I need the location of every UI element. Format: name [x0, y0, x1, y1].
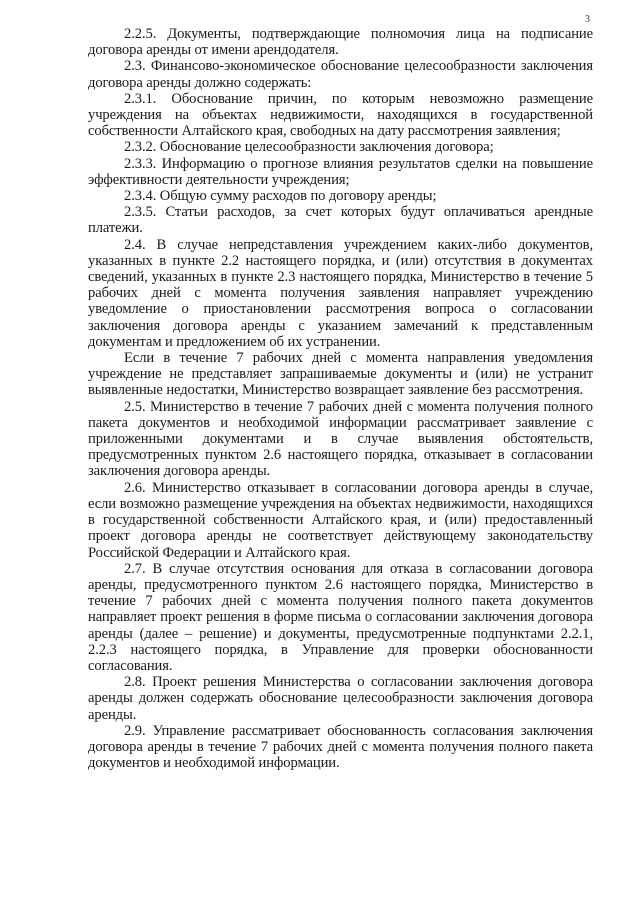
paragraph-2-7: 2.7. В случае отсутствия основания для отказа в согласовании договора аренды, предусмотренного пунктом 2.6 настоящего порядка, Министерство в течение 7 рабочих дней с момента получения полного пакета документов направляет проект решения в форме письма о согласовании заключения договора аренды (далее – решение) и документы, предусмотренные подпунктами 2.2.1, 2.2.3 настоящего порядка, в Управление для проверки обоснованности согласования. [88, 560, 593, 674]
paragraph-2-2-5: 2.2.5. Документы, подтверждающие полномочия лица на подписание договора аренды от имени арендодателя. [88, 26, 593, 59]
paragraph-2-3: 2.3. Финансово-экономическое обоснование целесообразности заключения договора аренды должно содержать: [88, 58, 593, 91]
paragraph-2-3-4: 2.3.4. Общую сумму расходов по договору аренды; [124, 188, 437, 205]
paragraph-2-5: 2.5. Министерство в течение 7 рабочих дней с момента получения полного пакета документов и необходимой информации рассматривает заявление с приложенными документами и в случае выявления обстоятельств, предусмотренных пунктом 2.6 настоящего порядка, отказывает в согласовании заключения договора аренды. [88, 398, 593, 480]
paragraph-2-4: 2.4. В случае непредставления учреждением каких-либо документов, указанных в пункте 2.2 настоящего порядка, и (или) отсутствия в документах сведений, указанных в пункте 2.3 настоящего порядка, Министерство в течение 5 рабочих дней с момента получения заявления направляет учреждению уведомление о приостановлении рассмотрения вопроса о согласовании заключения договора аренды с указанием замечаний к представленным документам и предложением об их устранении. [88, 236, 593, 350]
paragraph-2-8: 2.8. Проект решения Министерства о согласовании заключения договора аренды должен содержать обоснование целесообразности заключения договора аренды. [88, 674, 593, 723]
paragraph-2-4-continued: Если в течение 7 рабочих дней с момента направления уведомления учреждение не представляет запрашиваемые документы и (или) не устранит выявленные недостатки, Министерство возвращает заявление без рассмотрения. [88, 350, 593, 399]
paragraph-2-6: 2.6. Министерство отказывает в согласовании договора аренды в случае, если возможно размещение учреждения на объектах недвижимости, находящихся в государственной собственности Алтайского края, и (или) предоставленный проект договора аренды не соответствует действующему законодательству Российской Федерации и Алтайского края. [88, 479, 593, 561]
document-body [88, 26, 593, 771]
paragraph-2-3-3: 2.3.3. Информацию о прогнозе влияния результатов сделки на повышение эффективности деятельности учреждения; [88, 155, 593, 188]
paragraph-2-3-5: 2.3.5. Статьи расходов, за счет которых будут оплачиваться арендные платежи. [88, 204, 593, 237]
paragraph-2-3-2: 2.3.2. Обоснование целесообразности заключения договора; [124, 139, 494, 156]
paragraph-2-9: 2.9. Управление рассматривает обоснованность согласования заключения договора аренды в течение 7 рабочих дней с момента получения полного пакета документов и необходимой информации. [88, 722, 593, 772]
page-number: 3 [585, 14, 590, 25]
paragraph-2-3-1: 2.3.1. Обоснование причин, по которым невозможно размещение учреждения на объектах недвижимости, находящихся в государственной собственности Алтайского края, свободных на дату рассмотрения заявления; [88, 90, 593, 140]
